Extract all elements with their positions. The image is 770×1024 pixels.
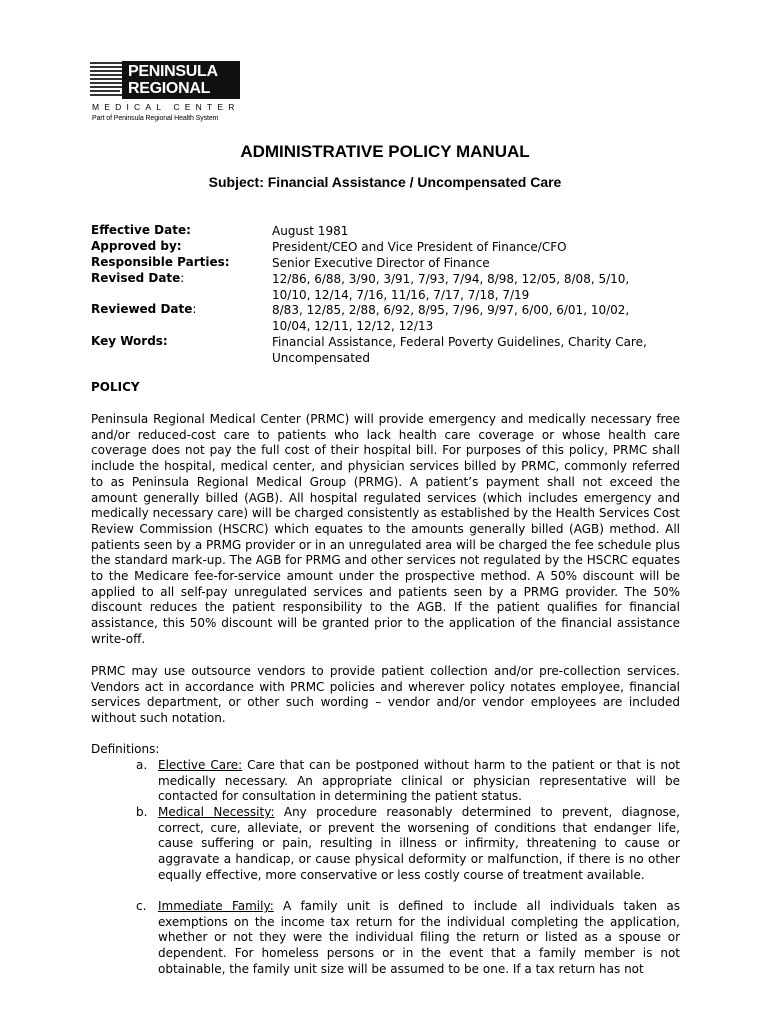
reviewed-date-label [91,302,196,316]
definition-b-term: Medical Necessity: [158,805,275,819]
revised-date-label-text: Revised Date [91,271,181,285]
definition-a-letter: a. [136,758,148,772]
logo-tagline: Part of Peninsula Regional Health System [92,115,219,122]
logo-line-2: REGIONAL [128,80,211,97]
revised-date-colon: : [180,271,185,285]
revised-date-value: 12/86, 6/88, 3/90, 3/91, 7/93, 7/94, 8/98, 12/05, 8/08, 5/10, 10/10, 12/14, 7/16, 11/16, 7/17, 7/18, 7/19 [272,272,630,302]
responsible-parties-label: Responsible Parties: [91,255,230,269]
hospital-logo [90,60,242,126]
definition-b [158,805,680,884]
logo-line-1: PENINSULA [128,63,218,80]
policy-paragraph-1: Peninsula Regional Medical Center (PRMC) will provide emergency and medically necessary free and/or reduced-cost care to patients who lack health care coverage or whose health care coverage does not pay the full cost of their hospital bill. For purposes of this policy, PRMC shall include the hospital, medical center, and physician services billed by PRMC, commonly referred to as Peninsula Regional Medical Group (PRMG). A patient’s payment shall not exceed the amount generally billed (AGB). All hospital regulated services (which includes emergency and medically necessary care) will be charged consistently as established by the Health Services Cost Review Commission (HSCRC) which equates to the amounts generally billed (AGB) method. All patients seen by a PRMG provider or in an unregulated area will be charged the fee schedule plus the standard mark-up. The AGB for PRMG and other services not regulated by the HSCRC equates to the Medicare fee-for-service amount under the prospective method. A 50% discount will be applied to all self-pay unregulated services and patients seen by a PRMG provider. The 50% discount reduces the patient responsibility to the AGB. If the patient qualifies for financial assistance, this 50% discount will be granted prior to the application of the financial assistance write-off. [91,412,680,646]
effective-date-label: Effective Date: [91,223,191,237]
reviewed-date-colon: : [192,302,197,316]
definition-c [158,899,680,978]
policy-paragraph-2: PRMC may use outsource vendors to provide patient collection and/or pre-collection services. Vendors act in accordance with PRMC policies and wherever policy notates employee, financial services department, or other such wording – vendor and/or vendor employees are included without such notation. [91,664,680,726]
reviewed-date-label-text: Reviewed Date [91,302,193,316]
document-subject: Subject: Financial Assistance / Uncompensated Care [208,174,562,190]
policy-heading: POLICY [91,380,140,394]
definition-b-letter: b. [136,805,148,819]
definition-b-text: Any procedure reasonably determined to prevent, diagnose, correct, cure, alleviate, or prevent the worsening of conditions that endanger life, cause suffering or pain, resulting in illness or infirmity, threatening to cause or aggravate a handicap, or cause physical deformity or malfunction, if there is no other equally effective, more conservative or less costly course of treatment available. [158,805,680,882]
definition-c-letter: c. [136,899,147,913]
document-title: ADMINISTRATIVE POLICY MANUAL [240,142,530,161]
approved-by-label: Approved by: [91,239,182,253]
revised-date-label [91,271,184,285]
definitions-heading: Definitions: [91,742,160,756]
logo-name-block [122,61,240,99]
logo-line-3: MEDICAL CENTER [92,102,240,112]
definition-c-term: Immediate Family: [158,899,274,913]
key-words-label: Key Words: [91,334,168,348]
definition-a [158,758,680,805]
key-words-value: Financial Assistance, Federal Poverty Guidelines, Charity Care, Uncompensated [272,335,647,365]
definition-c-text: A family unit is defined to include all individuals taken as exemptions on the income tax return for the individual completing the application, whether or not they were the individual filing the return or listed as a spouse or dependent. For homeless persons or in the event that a family member is not obtainable, the family unit size will be assumed to be one. If a tax return has not [158,899,680,976]
responsible-parties-value: Senior Executive Director of Finance [272,256,490,270]
definition-a-text: Care that can be postponed without harm to the patient or that is not medically necessary. An appropriate clinical or physician representative will be contacted for consultation in determining the patient status. [158,758,681,804]
definition-a-term: Elective Care: [158,758,243,772]
effective-date-value: August 1981 [272,224,349,238]
approved-by-value: President/CEO and Vice President of Finance/CFO [272,240,567,254]
reviewed-date-value: 8/83, 12/85, 2/88, 6/92, 8/95, 7/96, 9/97, 6/00, 6/01, 10/02, 10/04, 12/11, 12/12, 12/13 [272,303,630,333]
